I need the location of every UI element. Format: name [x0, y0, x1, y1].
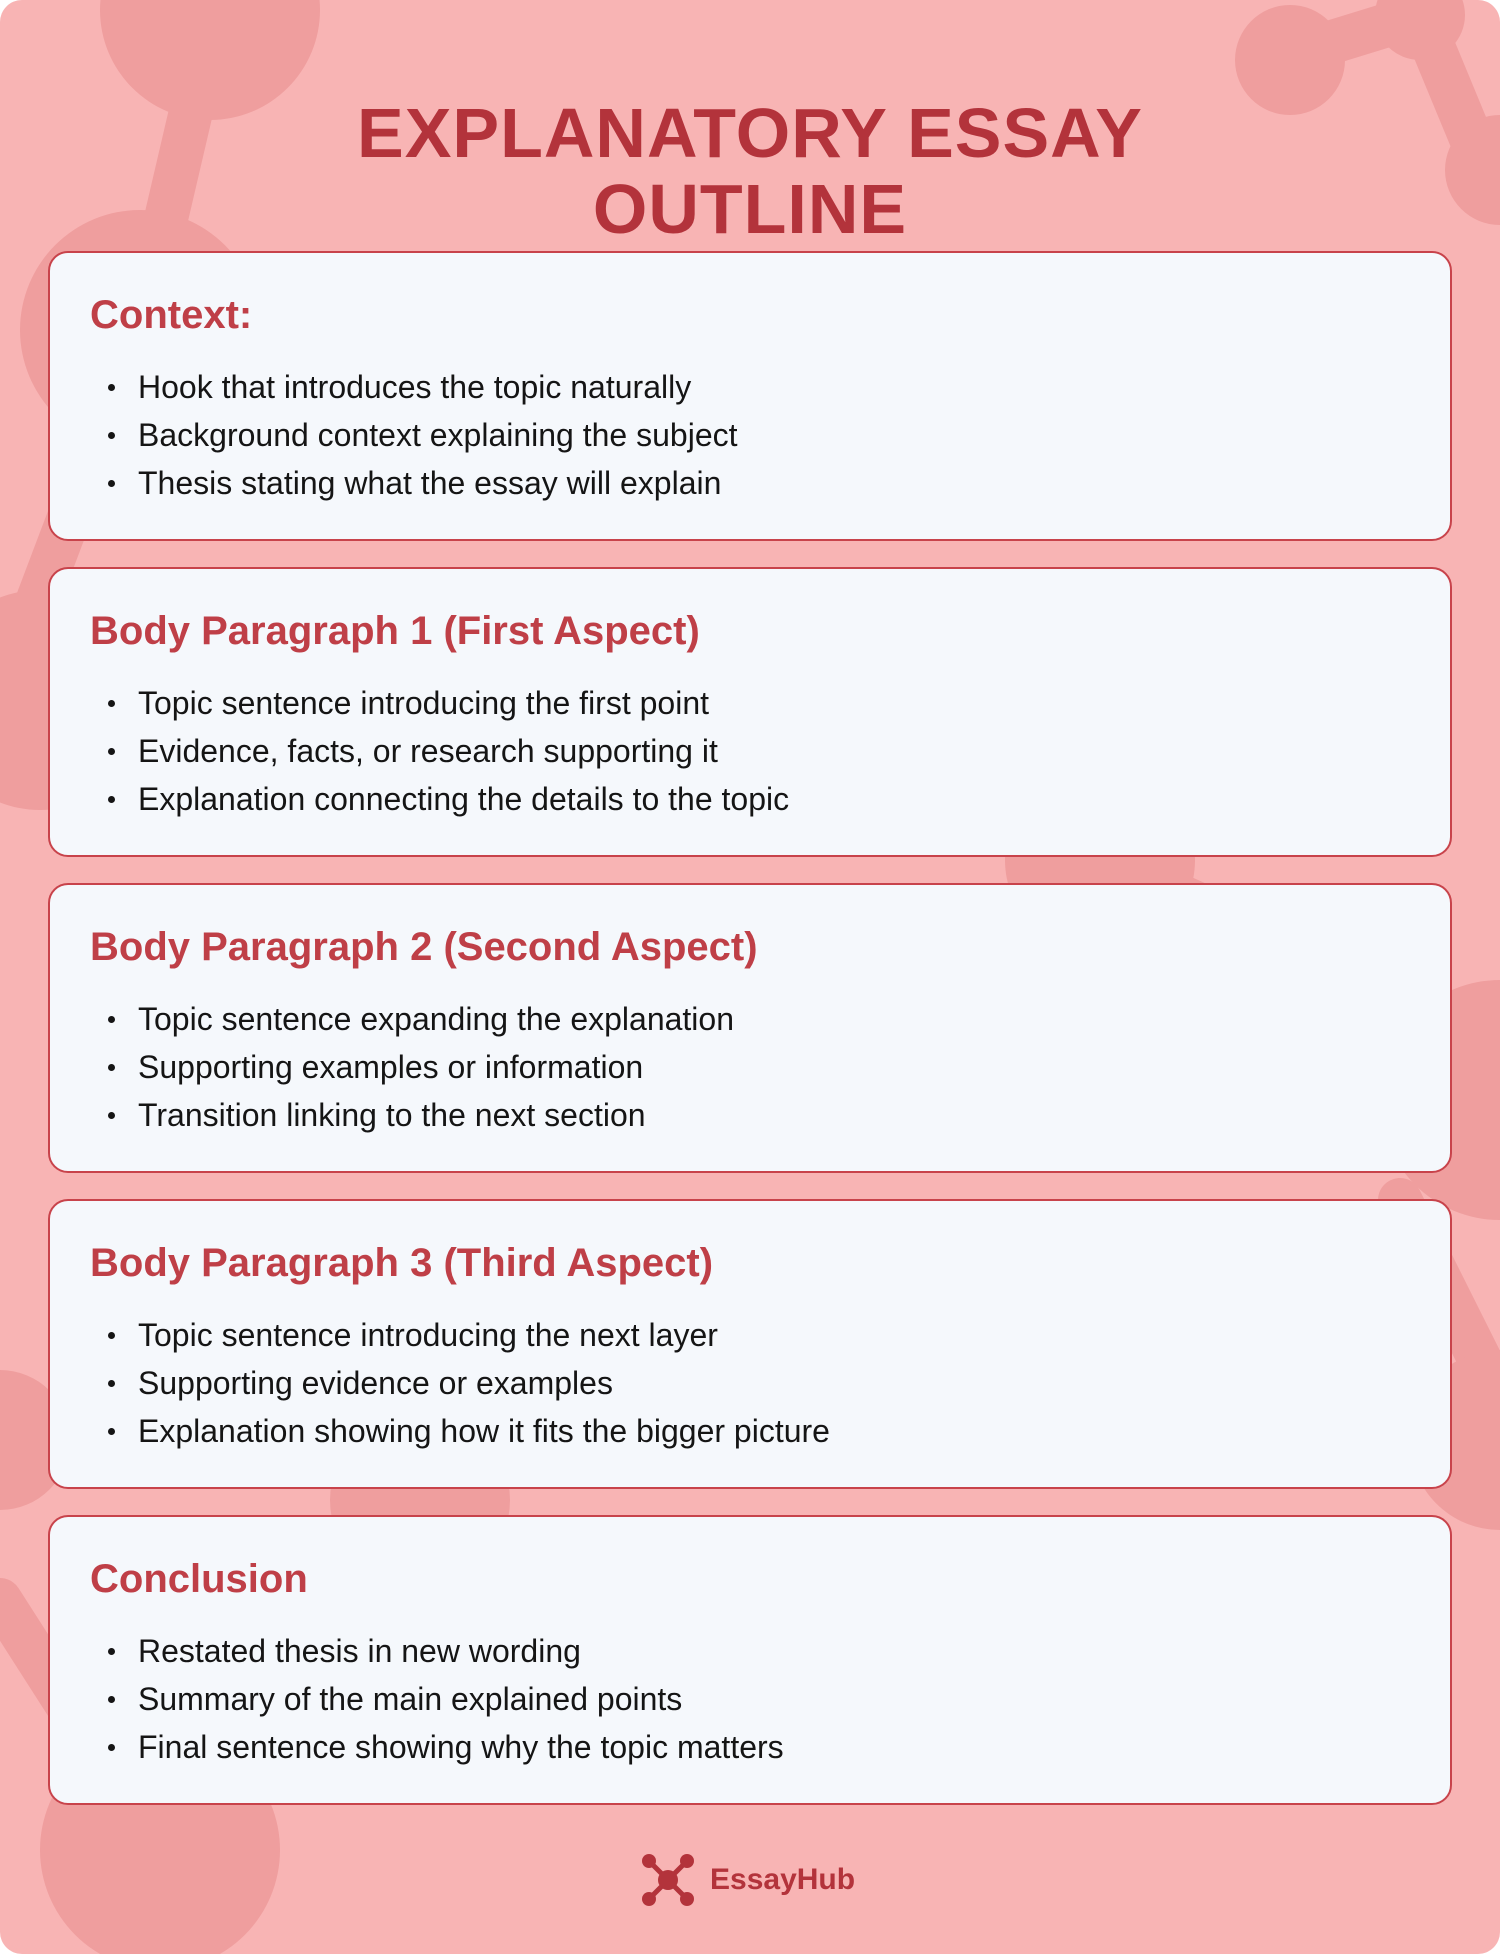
bullet-list	[90, 1311, 830, 1455]
list-item: Thesis stating what the essay will explain	[90, 459, 738, 507]
section-card-body-paragraph-2	[48, 883, 1452, 1173]
molecule-logo-icon	[640, 1852, 696, 1908]
page-title	[0, 95, 1500, 247]
bullet-list	[90, 363, 738, 507]
section-card-conclusion	[48, 1515, 1452, 1805]
list-item: Transition linking to the next section	[90, 1091, 734, 1139]
list-item: Background context explaining the subject	[90, 411, 738, 459]
list-item: Evidence, facts, or research supporting it	[90, 727, 789, 775]
bullet-list	[90, 995, 734, 1139]
section-heading: Body Paragraph 3 (Third Aspect)	[90, 1241, 714, 1285]
page-title-line-1: EXPLANATORY ESSAY	[357, 93, 1143, 172]
section-heading: Conclusion	[90, 1557, 308, 1601]
list-item: Final sentence showing why the topic matters	[90, 1723, 784, 1771]
section-card-body-paragraph-3	[48, 1199, 1452, 1489]
section-card-context	[48, 251, 1452, 541]
list-item: Explanation showing how it fits the bigger picture	[90, 1407, 830, 1455]
list-item: Supporting evidence or examples	[90, 1359, 830, 1407]
bullet-list	[90, 679, 789, 823]
list-item: Topic sentence introducing the first point	[90, 679, 789, 727]
brand-logo	[640, 1852, 855, 1908]
section-heading: Body Paragraph 2 (Second Aspect)	[90, 925, 758, 969]
section-card-body-paragraph-1	[48, 567, 1452, 857]
list-item: Topic sentence expanding the explanation	[90, 995, 734, 1043]
list-item: Hook that introduces the topic naturally	[90, 363, 738, 411]
list-item: Summary of the main explained points	[90, 1675, 784, 1723]
list-item: Explanation connecting the details to the topic	[90, 775, 789, 823]
bullet-list	[90, 1627, 784, 1771]
list-item: Restated thesis in new wording	[90, 1627, 784, 1675]
section-heading: Context:	[90, 293, 253, 337]
brand-name: EssayHub	[710, 1863, 856, 1896]
section-heading: Body Paragraph 1 (First Aspect)	[90, 609, 700, 653]
list-item: Supporting examples or information	[90, 1043, 734, 1091]
page-title-line-2: OUTLINE	[592, 169, 908, 248]
list-item: Topic sentence introducing the next layer	[90, 1311, 830, 1359]
